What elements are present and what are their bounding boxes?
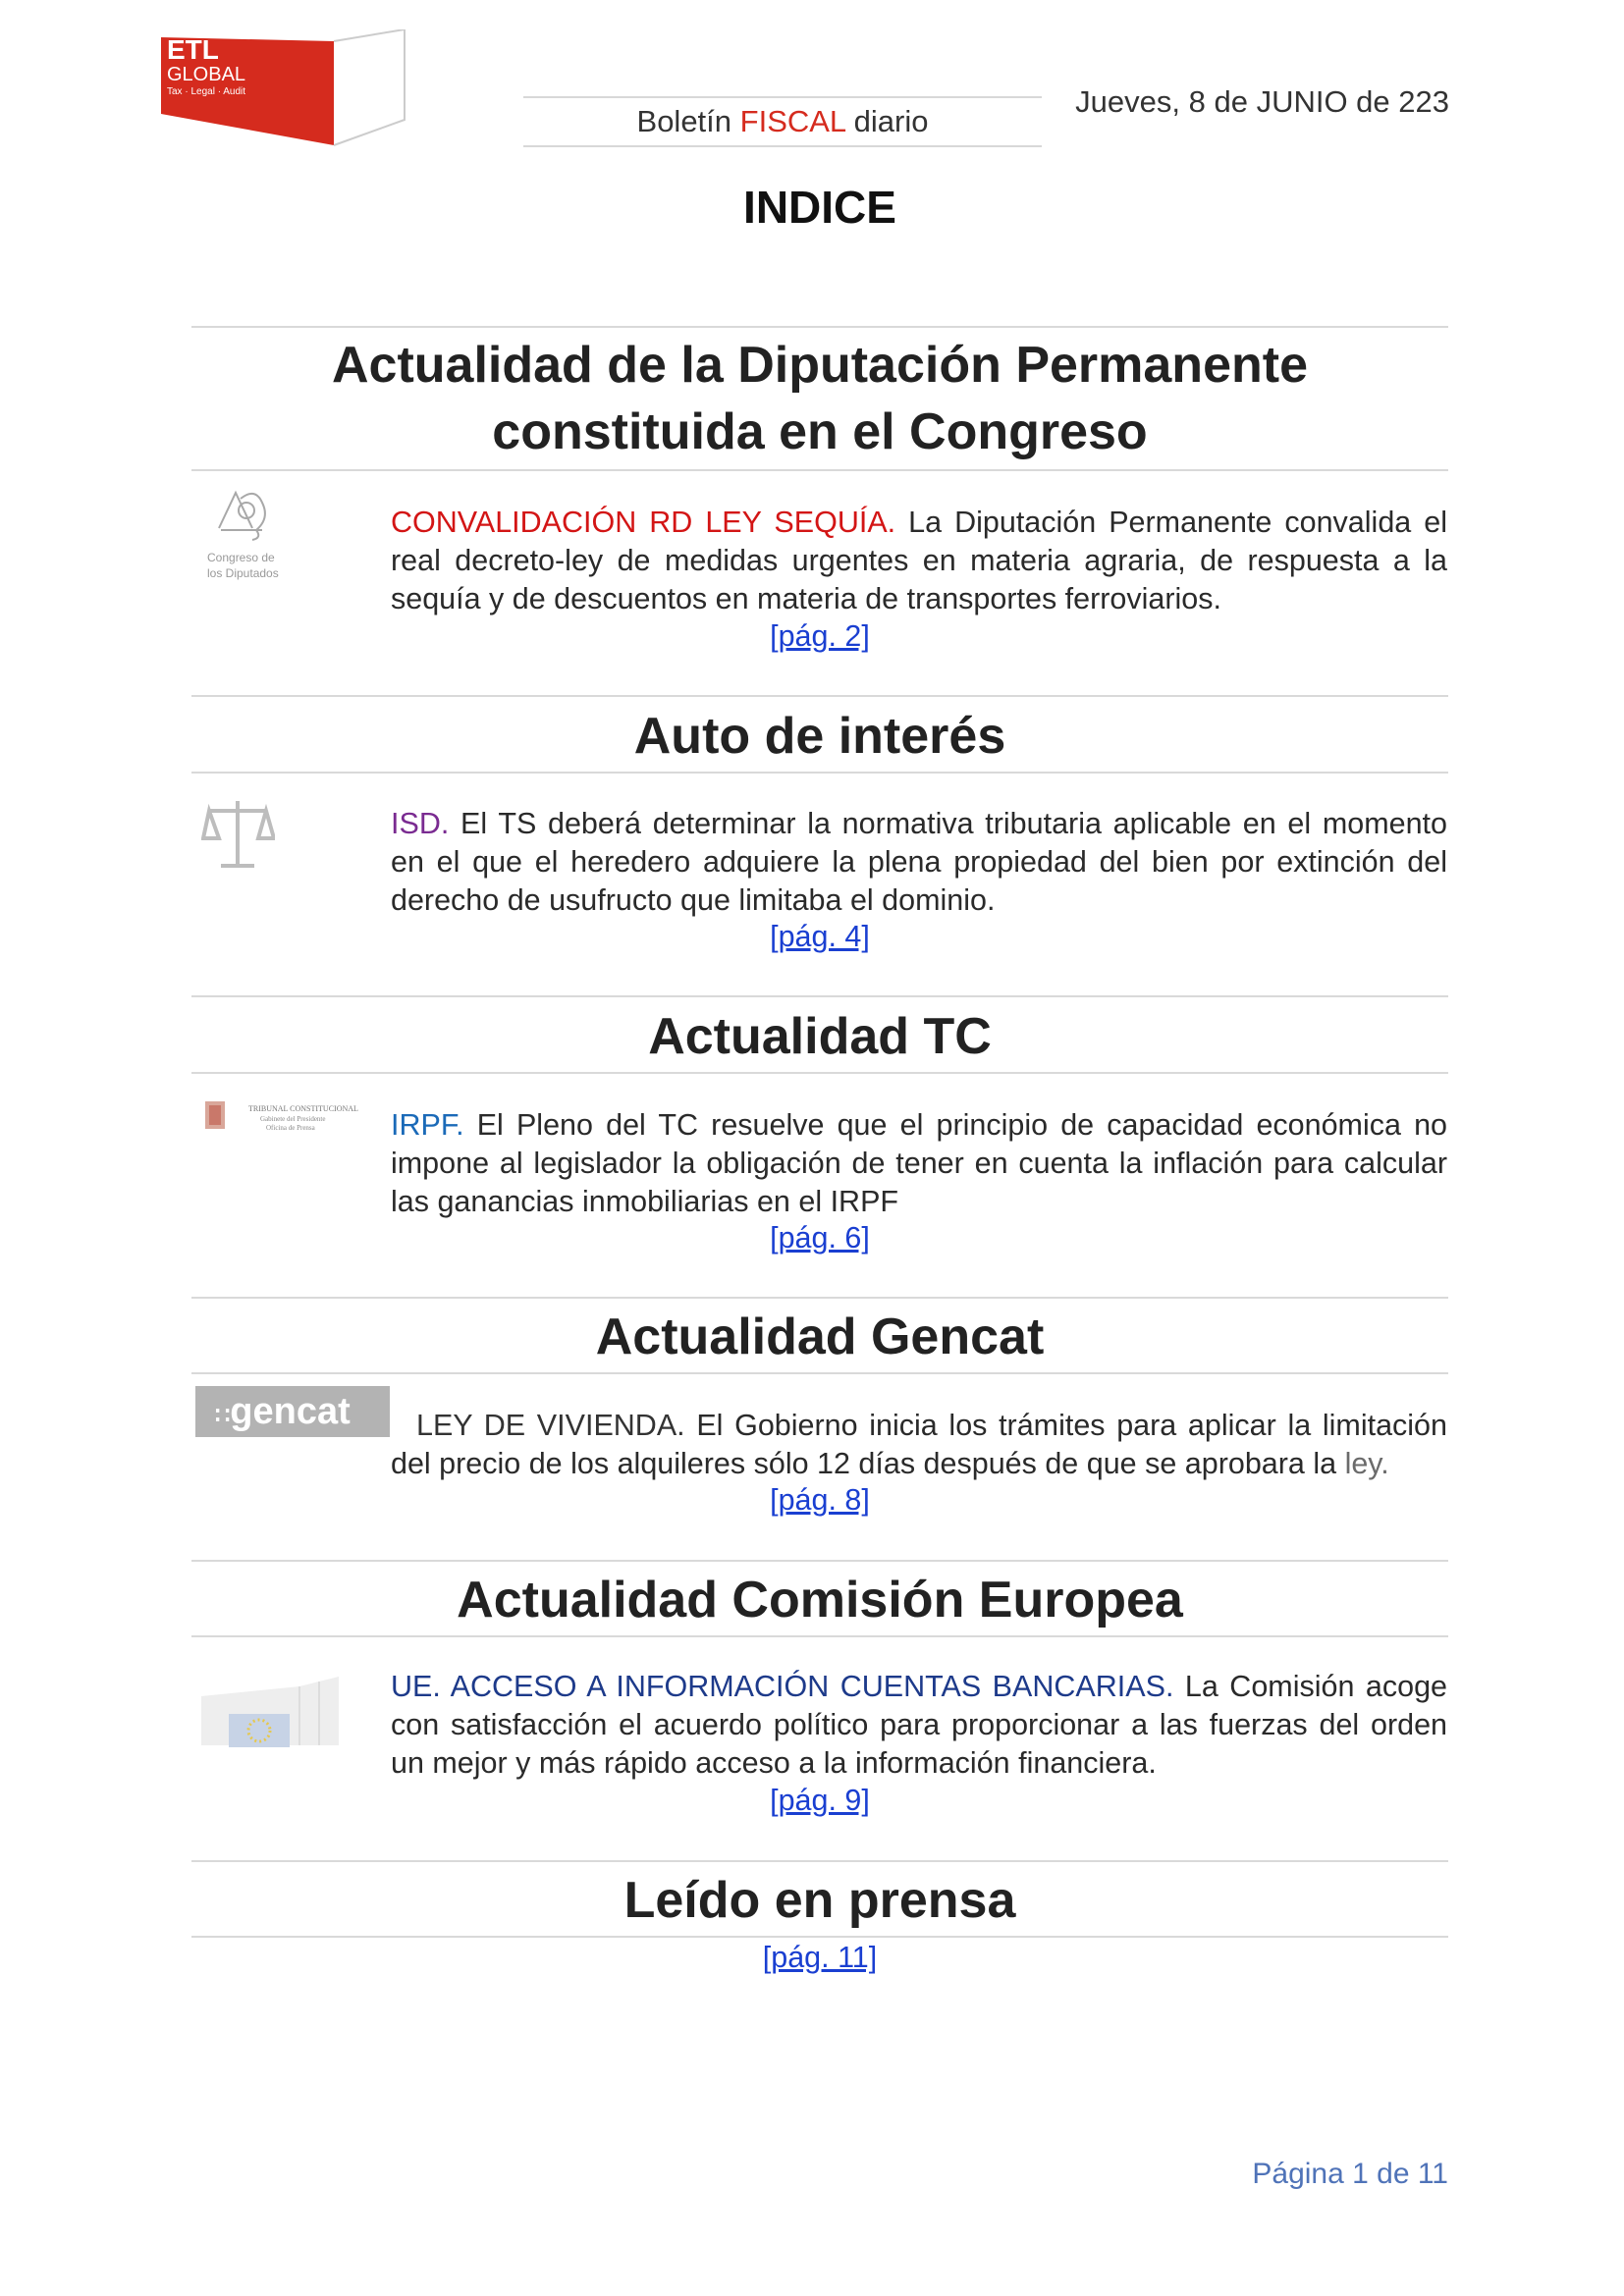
- divider: [191, 326, 1448, 328]
- congreso-logo: [201, 479, 299, 587]
- item-tc: [391, 1106, 1447, 1221]
- scales-icon: [201, 795, 275, 874]
- divider: [191, 1372, 1448, 1374]
- bulletin-accent: FISCAL: [739, 104, 846, 138]
- index-title: INDICE: [743, 182, 896, 233]
- tribunal-constitucional-logo: [201, 1097, 364, 1137]
- bulletin-suffix: diario: [845, 104, 929, 138]
- svg-text:Congreso de: Congreso de: [207, 551, 275, 564]
- link-page-6[interactable]: [pág. 6]: [770, 1221, 870, 1255]
- divider: [191, 1635, 1448, 1637]
- section-title-diputacion: Actualidad de la Diputación Permanente constituida en el Congreso: [332, 337, 1308, 460]
- item-body: El TS deberá determinar la normativa tributaria aplicable en el momento en el que el heredero adquiere la plena propiedad del bien por extinción del derecho de usufructo que limitaba el dominio.: [391, 807, 1447, 917]
- link-page-4[interactable]: [pág. 4]: [770, 920, 870, 953]
- item-body: El Gobierno inicia los trámites para aplicar la limitación del precio de los alquileres sólo 12 días después de que se aprobara la: [391, 1409, 1447, 1480]
- bulletin-prefix: Boletín: [636, 104, 740, 138]
- item-keyword: IRPF.: [391, 1108, 464, 1142]
- section-title-comision: Actualidad Comisión Europea: [457, 1572, 1183, 1629]
- item-keyword: LEY DE VIVIENDA.: [416, 1409, 685, 1442]
- item-keyword: CONVALIDACIÓN RD LEY SEQUÍA.: [391, 506, 896, 539]
- item-diputacion: [391, 504, 1447, 618]
- item-body-tail: ley.: [1344, 1447, 1389, 1480]
- item-keyword: ISD.: [391, 807, 450, 840]
- svg-text:TRIBUNAL CONSTITUCIONAL: TRIBUNAL CONSTITUCIONAL: [248, 1104, 358, 1113]
- item-body: El Pleno del TC resuelve que el principio de capacidad económica no impone al legislador la obligación de tener en cuenta la inflación para calcular las ganancias inmobiliarias en el IRPF: [391, 1108, 1447, 1218]
- logo-line3: Tax · Legal · Audit: [167, 86, 246, 97]
- link-page-8[interactable]: [pág. 8]: [770, 1483, 870, 1517]
- european-commission-logo: [201, 1677, 344, 1750]
- logo-line1: ETL: [167, 34, 219, 65]
- link-page-11[interactable]: [pág. 11]: [762, 1941, 878, 1974]
- link-page-2[interactable]: [pág. 2]: [770, 619, 870, 653]
- section-title-tc: Actualidad TC: [648, 1008, 992, 1065]
- svg-text:los Diputados: los Diputados: [207, 566, 279, 580]
- section-title-auto: Auto de interés: [633, 708, 1006, 765]
- divider: [191, 1860, 1448, 1862]
- bulletin-title: [523, 96, 1042, 147]
- item-body: La Diputación Permanente convalida el real decreto-ley de medidas urgentes en materia agraria, de respuesta a la sequía y de descuentos en materia de transportes ferroviarios.: [391, 506, 1447, 615]
- divider: [191, 1072, 1448, 1074]
- svg-text:Oficina de Prensa: Oficina de Prensa: [266, 1124, 315, 1132]
- gencat-logo: ∷gencat: [195, 1386, 390, 1437]
- divider: [191, 1297, 1448, 1299]
- logo-line2: GLOBAL: [167, 64, 246, 85]
- divider: [191, 1936, 1448, 1938]
- item-body: La Comisión acoge con satisfacción el acuerdo político para proporcionar a las fuerzas del orden un mejor y más rápido acceso a la información financiera.: [391, 1670, 1447, 1780]
- svg-text:Gabinete del Presidente: Gabinete del Presidente: [260, 1115, 326, 1123]
- header-date: Jueves, 8 de JUNIO de 223: [1075, 84, 1449, 119]
- section-title-prensa: Leído en prensa: [623, 1872, 1016, 1929]
- item-gencat: [391, 1407, 1447, 1483]
- divider: [191, 469, 1448, 471]
- item-keyword: UE. ACCESO A INFORMACIÓN CUENTAS BANCARIAS.: [391, 1670, 1174, 1703]
- item-auto: [391, 805, 1447, 920]
- divider: [191, 1560, 1448, 1562]
- divider: [191, 995, 1448, 997]
- divider: [191, 695, 1448, 697]
- page-number: Página 1 de 11: [1252, 2158, 1448, 2190]
- etl-global-logo: [157, 29, 410, 149]
- section-title-gencat: Actualidad Gencat: [595, 1308, 1045, 1365]
- item-comision: [391, 1668, 1447, 1783]
- divider: [191, 772, 1448, 774]
- link-page-9[interactable]: [pág. 9]: [770, 1784, 870, 1817]
